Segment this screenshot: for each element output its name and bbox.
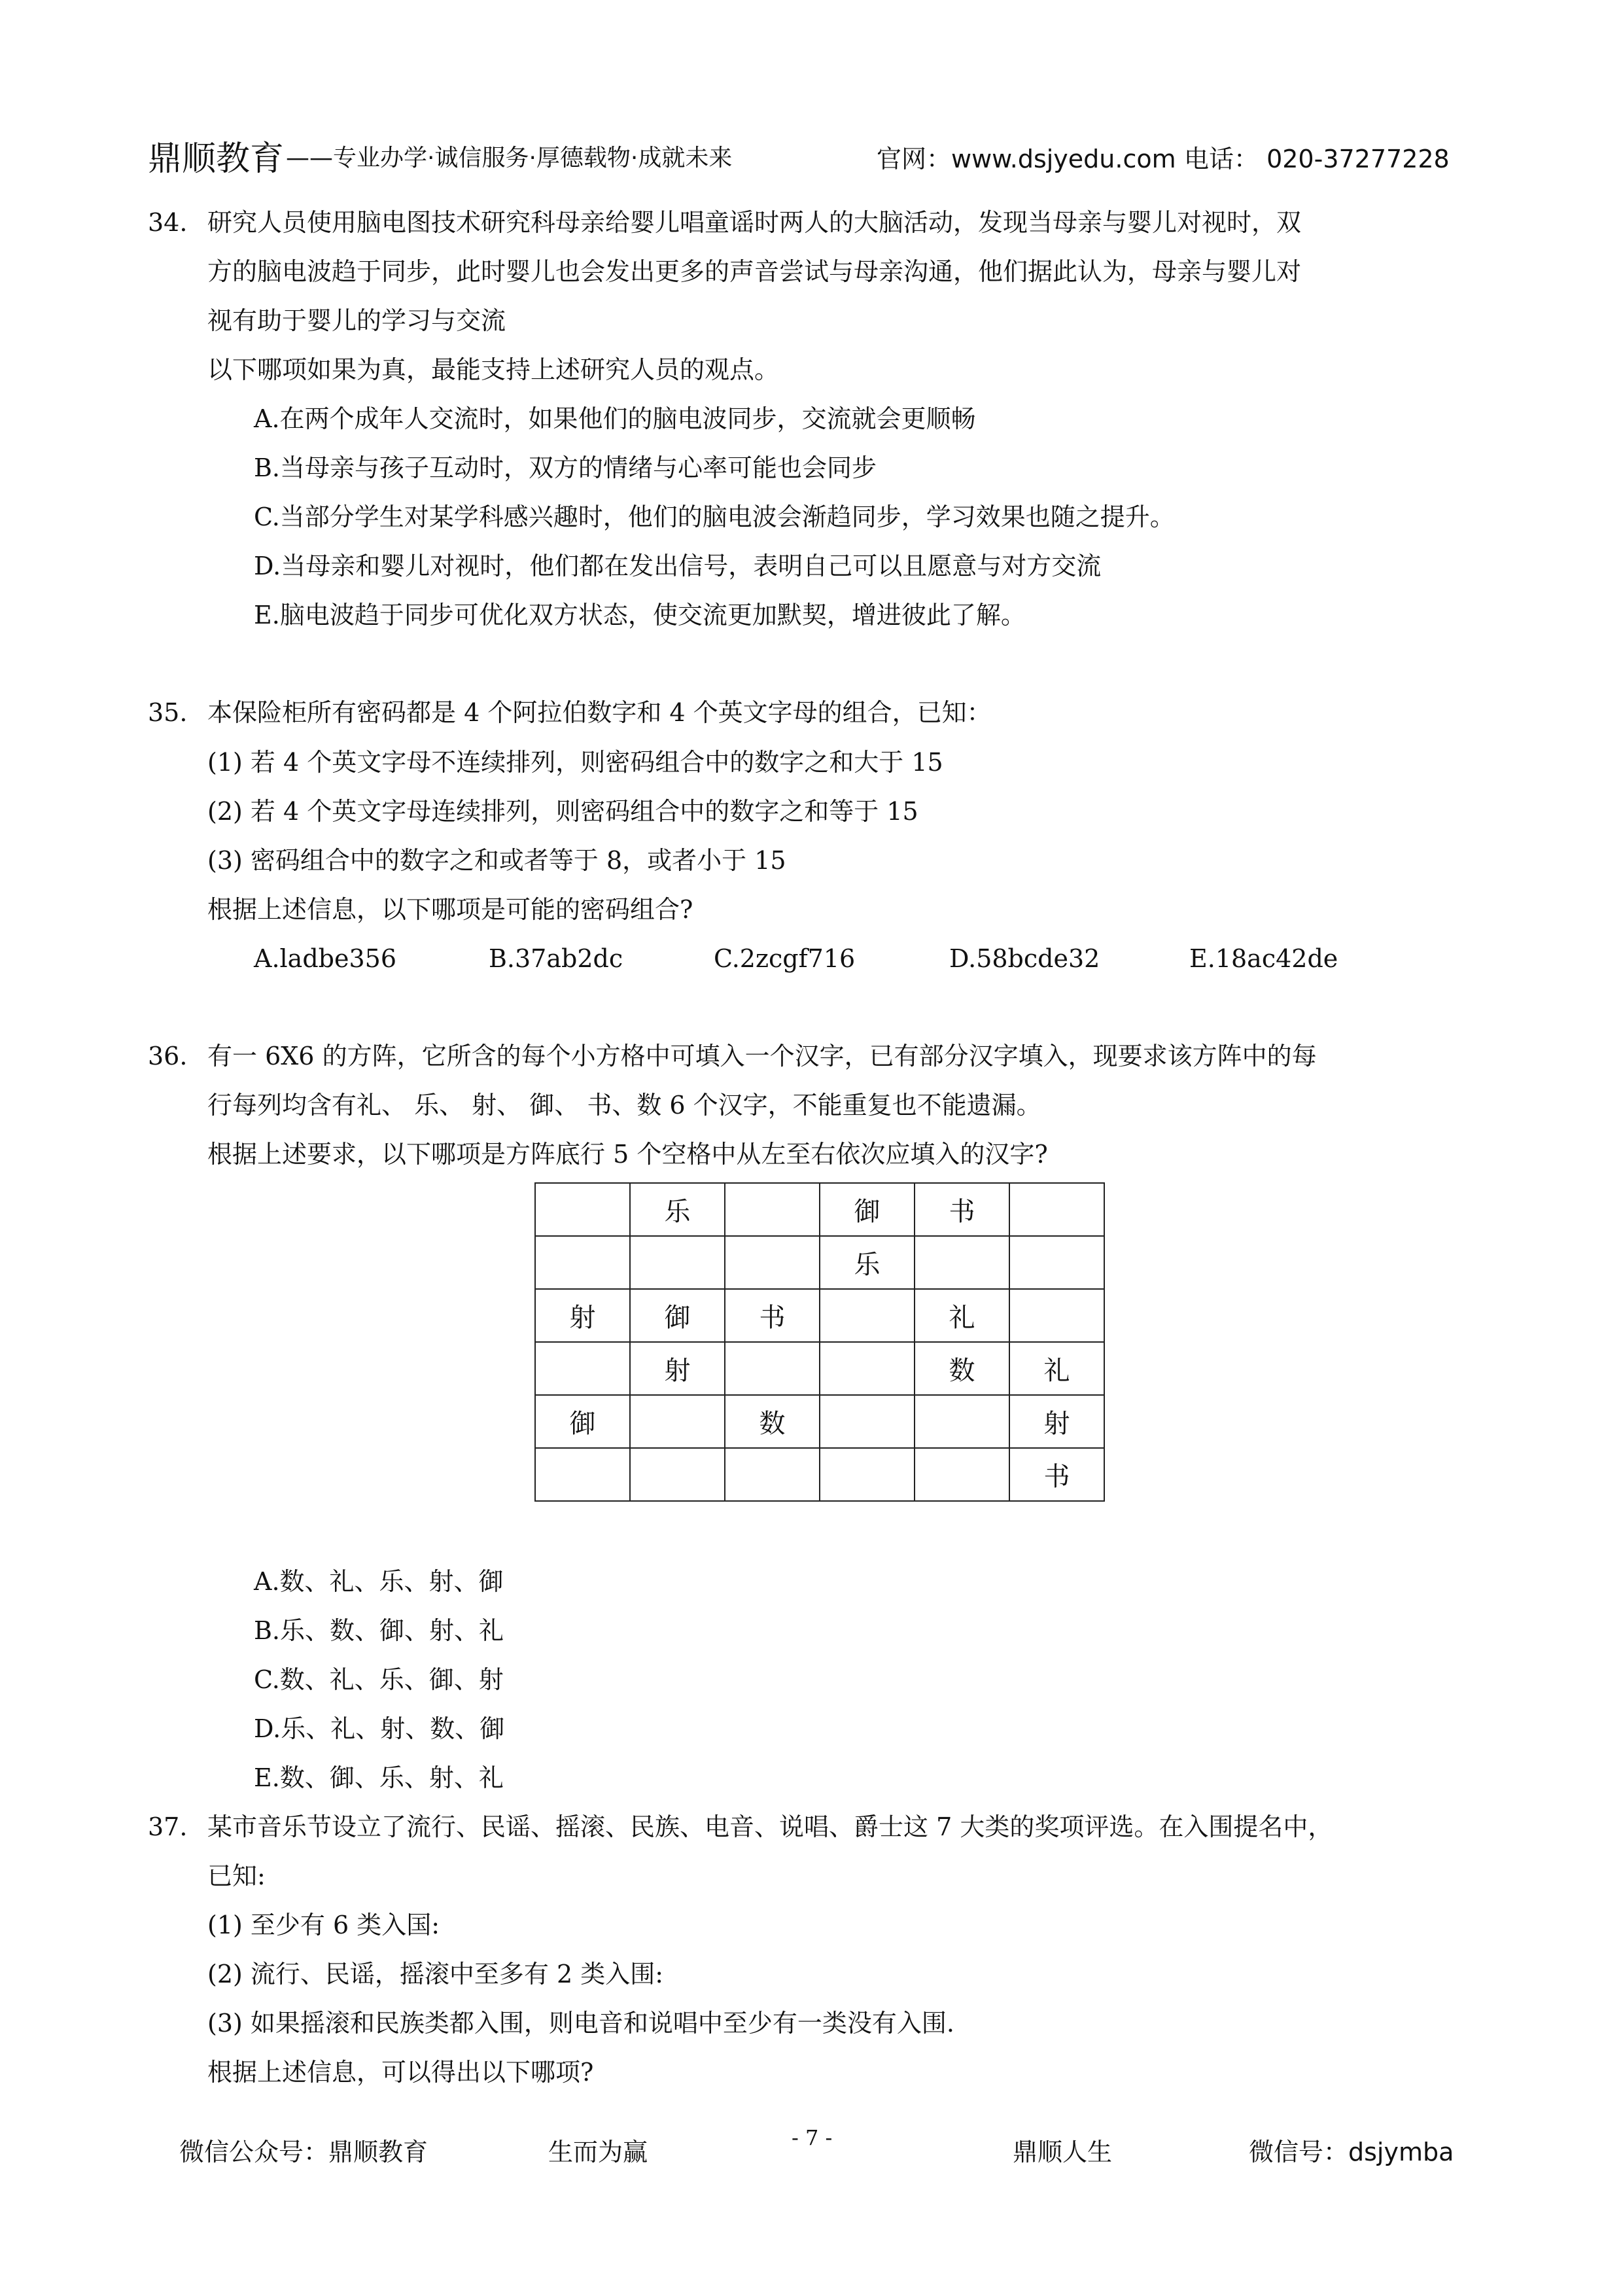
grid-cell: 乐 <box>630 1183 725 1236</box>
question-prompt: 根据上述要求，以下哪项是方阵底行 5 个空格中从左至右依次应填入的汉字? <box>207 1140 1048 1169</box>
answer-option: B.当母亲与孩子互动时，双方的情绪与心率可能也会同步 <box>254 453 877 482</box>
grid-cell <box>725 1448 820 1501</box>
header-phone: 电话： 020-37277228 <box>1184 145 1450 173</box>
page-number: - 7 - <box>792 2125 833 2150</box>
condition-item: (3) 如果摇滚和民族类都入围，则电音和说唱中至少有一类没有入围. <box>207 2009 954 2038</box>
grid-cell <box>820 1395 915 1448</box>
answer-option: E.数、御、乐、射、礼 <box>254 1763 504 1792</box>
question-stem-line: 方的脑电波趋于同步，此时婴儿也会发出更多的声音尝试与母亲沟通，他们据此认为，母亲与婴儿对 <box>207 257 1302 286</box>
answer-option: A.数、礼、乐、射、御 <box>254 1567 504 1596</box>
answer-option: B.乐、数、御、射、礼 <box>254 1616 504 1645</box>
grid-cell <box>535 1236 630 1289</box>
question-number: 35. <box>148 698 188 727</box>
header-slogan: ——专业办学·诚信服务·厚德载物·成就未来 <box>286 145 733 171</box>
condition-item: (2) 若 4 个英文字母连续排列，则密码组合中的数字之和等于 15 <box>207 797 918 826</box>
grid-cell: 书 <box>915 1183 1009 1236</box>
grid-cell: 御 <box>630 1289 725 1342</box>
grid-cell <box>820 1342 915 1395</box>
grid-cell: 书 <box>1009 1448 1104 1501</box>
grid-cell <box>535 1342 630 1395</box>
grid-cell: 礼 <box>1009 1342 1104 1395</box>
question-number: 36. <box>148 1042 188 1070</box>
grid-cell <box>725 1183 820 1236</box>
grid-cell: 书 <box>725 1289 820 1342</box>
condition-item: (1) 至少有 6 类入国: <box>207 1911 440 1939</box>
question-number: 34. <box>148 208 188 237</box>
answer-option: C.数、礼、乐、御、射 <box>254 1665 504 1694</box>
grid-cell <box>820 1448 915 1501</box>
footer-wechat-account: 微信公众号：鼎顺教育 <box>179 2138 428 2166</box>
grid-cell <box>630 1448 725 1501</box>
brand-name: 鼎顺教育 <box>148 139 285 179</box>
grid-cell: 乐 <box>820 1236 915 1289</box>
grid-row <box>535 1448 1104 1501</box>
grid-cell <box>725 1342 820 1395</box>
grid-cell: 御 <box>535 1395 630 1448</box>
grid-row <box>535 1395 1104 1448</box>
grid-cell: 御 <box>820 1183 915 1236</box>
grid-cell <box>915 1448 1009 1501</box>
question-prompt: 以下哪项如果为真，最能支持上述研究人员的观点。 <box>207 355 780 384</box>
question-stem-line: 本保险柜所有密码都是 4 个阿拉伯数字和 4 个英文字母的组合，已知： <box>207 698 992 727</box>
grid-row <box>535 1236 1104 1289</box>
grid-cell <box>535 1183 630 1236</box>
answer-option: E.脑电波趋于同步可优化双方状态，使交流更加默契，增进彼此了解。 <box>254 601 1026 629</box>
header-website: 官网：www.dsjyedu.com <box>877 145 1176 173</box>
grid-cell <box>535 1448 630 1501</box>
footer-life: 鼎顺人生 <box>1013 2138 1113 2166</box>
condition-item: (2) 流行、民谣，摇滚中至多有 2 类入围: <box>207 1960 664 1988</box>
answer-option: C.2zcgf716 <box>714 944 856 973</box>
answer-option: E.18ac42de <box>1189 944 1338 973</box>
grid-cell: 数 <box>725 1395 820 1448</box>
grid-cell: 射 <box>535 1289 630 1342</box>
grid-cell: 礼 <box>915 1289 1009 1342</box>
grid-cell <box>1009 1236 1104 1289</box>
question-stem-line: 某市音乐节设立了流行、民谣、摇滚、民族、电音、说唱、爵士这 7 大类的奖项评选。在入围提名中， <box>207 1812 1333 1841</box>
grid-cell <box>725 1236 820 1289</box>
grid-cell: 射 <box>630 1342 725 1395</box>
question-stem-line: 有一 6X6 的方阵，它所含的每个小方格中可填入一个汉字，已有部分汉字填入，现要求该方阵中的每 <box>207 1042 1317 1070</box>
answer-option: A.ladbe356 <box>254 944 396 973</box>
condition-item: (3) 密码组合中的数字之和或者等于 8，或者小于 15 <box>207 846 786 875</box>
answer-option: D.58bcde32 <box>949 944 1100 973</box>
question-stem-line: 视有助于婴儿的学习与交流 <box>207 306 506 335</box>
question-stem-line: 研究人员使用脑电图技术研究科母亲给婴儿唱童谣时两人的大脑活动，发现当母亲与婴儿对视时，双 <box>207 208 1302 237</box>
grid-cell <box>820 1289 915 1342</box>
question-prompt: 根据上述信息，可以得出以下哪项? <box>207 2058 594 2087</box>
grid-row <box>535 1289 1104 1342</box>
question-stem-line: 行每列均含有礼、 乐、 射、 御、 书、数 6 个汉字，不能重复也不能遗漏。 <box>207 1091 1041 1120</box>
grid-cell: 数 <box>915 1342 1009 1395</box>
footer-motto: 生而为赢 <box>548 2138 648 2166</box>
question-number: 37. <box>148 1812 188 1841</box>
character-grid <box>534 1182 1105 1502</box>
grid-cell <box>1009 1183 1104 1236</box>
grid-cell <box>630 1236 725 1289</box>
grid-row <box>535 1342 1104 1395</box>
question-stem-line: 已知: <box>207 1862 266 1890</box>
footer-wechat-id: 微信号：dsjymba <box>1249 2138 1454 2166</box>
grid-cell: 射 <box>1009 1395 1104 1448</box>
answer-option: D.乐、礼、射、数、御 <box>254 1714 505 1743</box>
grid-cell <box>1009 1289 1104 1342</box>
answer-option: C.当部分学生对某学科感兴趣时，他们的脑电波会渐趋同步，学习效果也随之提升。 <box>254 503 1175 531</box>
grid-row <box>535 1183 1104 1236</box>
grid-cell <box>915 1236 1009 1289</box>
grid-cell <box>915 1395 1009 1448</box>
answer-option: A.在两个成年人交流时，如果他们的脑电波同步，交流就会更顺畅 <box>254 404 976 433</box>
grid-cell <box>630 1395 725 1448</box>
question-prompt: 根据上述信息，以下哪项是可能的密码组合? <box>207 895 693 924</box>
answer-option: D.当母亲和婴儿对视时，他们都在发出信号，表明自己可以且愿意与对方交流 <box>254 552 1102 580</box>
condition-item: (1) 若 4 个英文字母不连续排列，则密码组合中的数字之和大于 15 <box>207 748 943 777</box>
answer-option: B.37ab2dc <box>489 944 623 973</box>
